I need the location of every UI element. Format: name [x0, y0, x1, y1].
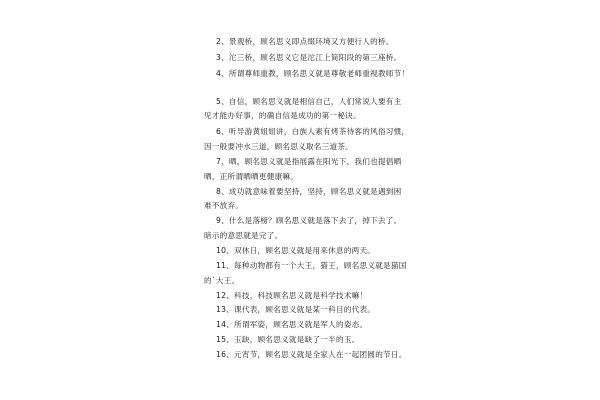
text-line-item-8: 8、成功就意味着要坚持，坚持，顾名思义就是遇到困 [216, 187, 402, 196]
text-line-item-16: 16、元宵节，顾名思义就是全家人在一起团圆的节日。 [216, 350, 407, 359]
text-line-item-2: 2、景观桥，顾名思义即点缀环境又方便行人的桥。 [216, 37, 394, 46]
text-line-item-14: 14、所谓军姿，顾名思义就是军人的姿态。 [216, 320, 368, 329]
text-line-item-11: 11、每种动物都有一个大王，猫王，顾名思义就是猫国 [216, 261, 407, 270]
text-line-item-12: 12、科技，科技顾名思义就是科学技术嘛！ [216, 291, 368, 300]
text-line-item-5-cont: 见才能办好事，的确自信是成功的第一秘诀。 [204, 111, 361, 120]
text-line-item-5: 5、自信，顾名思义就是相信自己，人们常说人要有主 [216, 97, 402, 106]
text-line-item-13: 13、课代表，顾名思义就是某一科目的代表。 [216, 305, 376, 314]
text-line-item-7-cont: 晒，正所谓晒晒更健康嘛。 [204, 172, 299, 181]
text-line-item-6-cont: 因一般要冲水三道，顾名思义取名三道茶。 [204, 142, 354, 151]
text-line-item-15: 15、玉缺，顾名思义就是缺了一半的玉。 [216, 335, 360, 344]
text-line-item-11-cont: 的`大王。 [204, 276, 240, 285]
text-line-item-6: 6、听导游黄姐姐讲，白族人素有烤茶待客的风俗习惯， [216, 127, 410, 136]
text-line-item-7: 7、晒，顾名思义就是指展露在阳光下，我们也提倡晒 [216, 157, 402, 166]
text-line-item-9: 9、什么是落榜？顾名思义就是落下去了，掉下去了。 [216, 216, 402, 225]
text-line-item-8-cont: 难不放弃。 [204, 201, 244, 210]
text-line-item-3: 3、沱三桥，顾名思义它是沱江上简阳段的第三座桥。 [216, 53, 402, 62]
text-line-item-9-cont: 暗示的意思就是完了。 [204, 231, 283, 240]
text-line-item-4: 4、所谓尊师重教，顾名思义就是尊敬老师重视教师节！ [216, 69, 410, 78]
text-line-item-10: 10、双休日，顾名思义就是用来休息的两天。 [216, 246, 376, 255]
